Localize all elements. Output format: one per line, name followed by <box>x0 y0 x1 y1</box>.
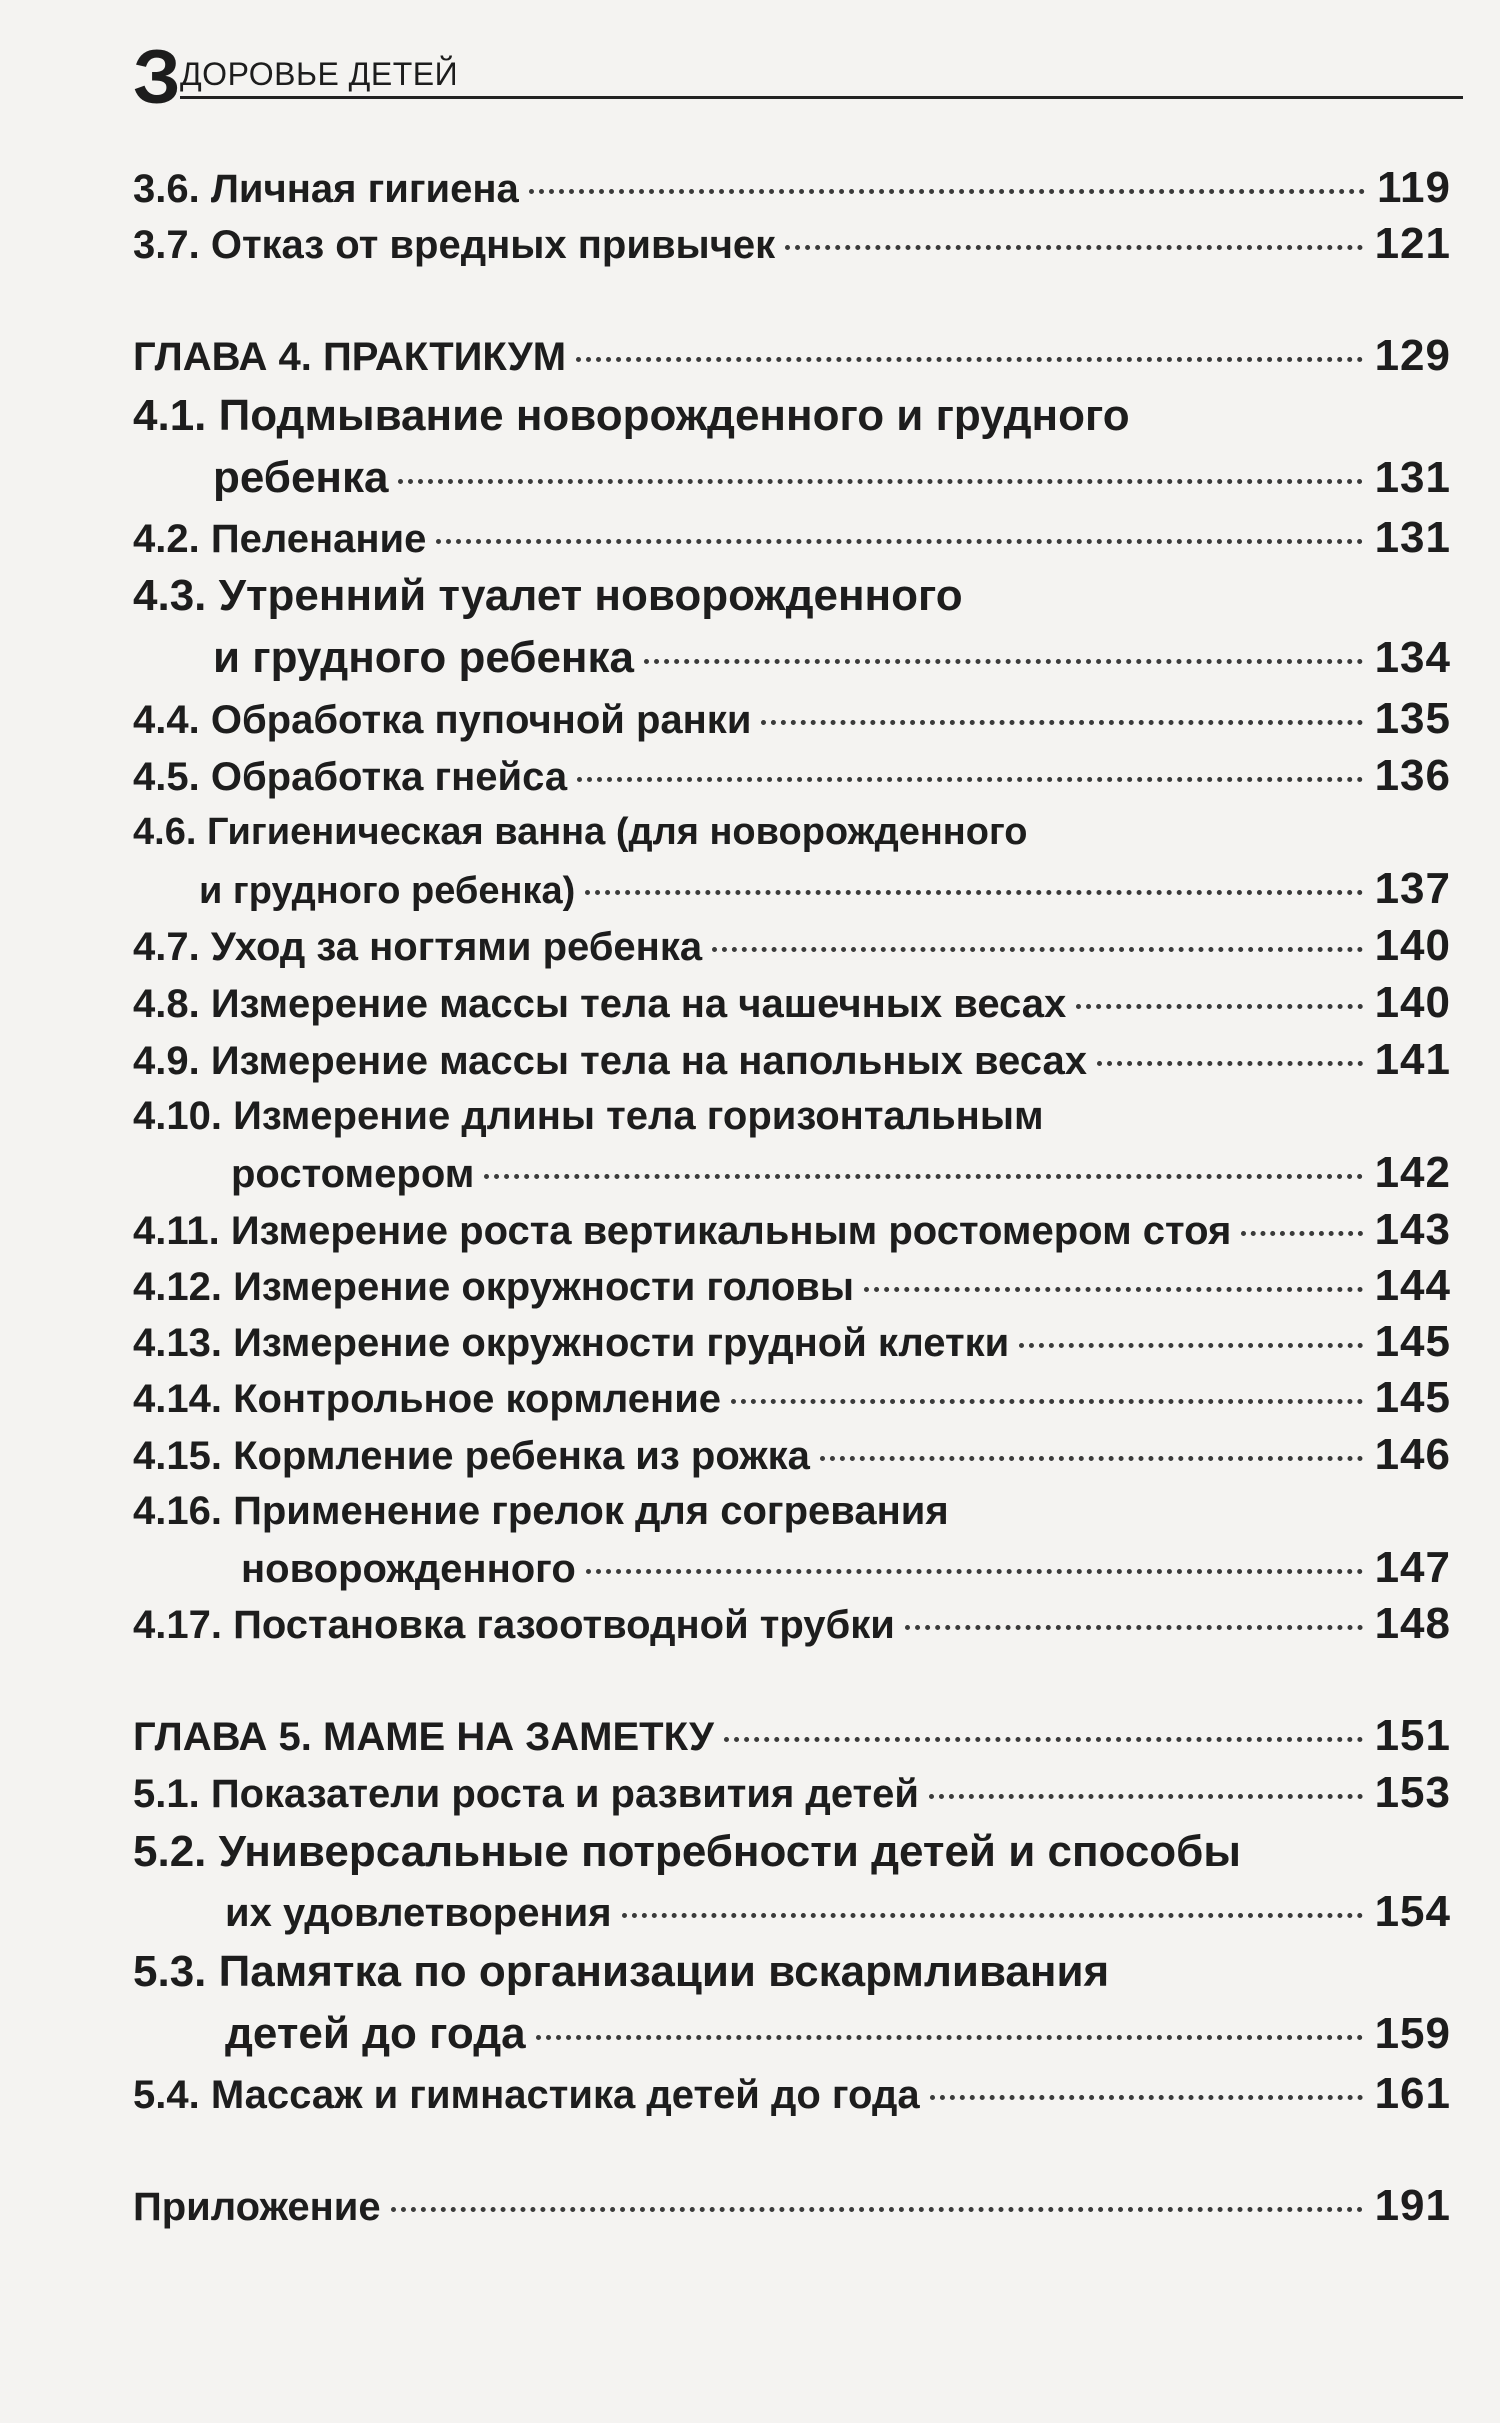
toc-entry-title-cont: детей до года <box>225 2009 526 2058</box>
toc-entry-title-cont: их удовлетворения <box>225 1891 612 1935</box>
toc-entry-title: 4.14. Контрольное кормление <box>133 1377 722 1421</box>
dot-leader <box>644 659 1363 664</box>
toc-entry <box>133 162 1451 215</box>
chapter-heading <box>133 330 1451 383</box>
toc-entry-title: 4.13. Измерение окружности грудной клетки <box>133 1321 1010 1365</box>
dot-leader <box>585 890 1362 895</box>
toc-entry-title-cont: и грудного ребенка) <box>199 870 576 912</box>
toc-entry-line1 <box>133 1944 1451 2000</box>
dot-leader <box>820 1456 1363 1461</box>
toc-entry <box>133 218 1451 271</box>
toc-entry-title: 4.11. Измерение роста вертикальным ростомером стоя <box>133 1209 1232 1253</box>
toc-entry-page: 137 <box>1374 864 1451 913</box>
toc-entry-page: 141 <box>1374 1035 1451 1084</box>
toc-entry <box>199 864 1451 916</box>
toc-entry-title: 4.17. Постановка газоотводной трубки <box>133 1603 895 1647</box>
toc-entry-title: ГЛАВА 5. МАМЕ НА ЗАМЕТКУ <box>133 1715 714 1759</box>
toc-entry-title: 4.12. Измерение окружности головы <box>133 1265 855 1309</box>
toc-entry <box>133 512 1451 565</box>
toc-entry-page: 145 <box>1374 1317 1451 1366</box>
toc-entry-page: 129 <box>1374 331 1451 380</box>
toc-entry-page: 143 <box>1374 1205 1451 1254</box>
toc-entry-title: 5.4. Массаж и гимнастика детей до года <box>133 2073 920 2117</box>
toc-entry-page: 135 <box>1374 694 1451 743</box>
dot-leader <box>391 2207 1363 2212</box>
header-initial: З <box>133 35 181 120</box>
dot-leader <box>436 539 1362 544</box>
toc-entry <box>133 750 1451 803</box>
toc-entry-page: 154 <box>1374 1887 1451 1936</box>
toc-entry-line1 <box>133 807 1451 857</box>
dot-leader <box>712 947 1362 952</box>
toc-entry <box>213 450 1451 506</box>
toc-entry-page: 161 <box>1374 2069 1451 2118</box>
toc-entry-title: 4.7. Уход за ногтями ребенка <box>133 925 703 969</box>
toc-entry-page: 153 <box>1374 1768 1451 1817</box>
dot-leader <box>622 1913 1363 1918</box>
header-rule <box>180 96 1463 99</box>
dot-leader <box>930 2095 1363 2100</box>
dot-leader <box>929 1794 1363 1799</box>
toc-entry <box>133 920 1451 973</box>
toc-entry <box>225 2006 1451 2062</box>
dot-leader <box>529 189 1365 194</box>
toc-entry-page: 119 <box>1377 163 1451 212</box>
toc-entry-title: 4.4. Обработка пупочной ранки <box>133 698 752 742</box>
toc-entry-title: Приложение <box>133 2185 381 2229</box>
running-header <box>133 35 1463 120</box>
dot-leader <box>586 1569 1363 1574</box>
toc-entry <box>133 1034 1451 1087</box>
dot-leader <box>576 357 1363 362</box>
toc-entry-title: 4.10. Измерение длины тела горизонтальным <box>133 1094 1044 1138</box>
dot-leader <box>785 245 1362 250</box>
toc-entry-page: 146 <box>1374 1430 1451 1479</box>
toc-entry-title: 5.3. Памятка по организации вскармливания <box>133 1947 1110 1996</box>
toc-entry-title: 4.3. Утренний туалет новорожденного <box>133 571 963 620</box>
toc-entry-title: 3.7. Отказ от вредных привычек <box>133 223 776 267</box>
dot-leader <box>398 479 1362 484</box>
toc-entry-title: 3.6. Личная гигиена <box>133 167 519 211</box>
toc-entry-page: 131 <box>1374 513 1451 562</box>
toc-entry-line1 <box>133 1090 1451 1142</box>
toc-entry-line1 <box>133 1824 1451 1880</box>
toc-entry-title: 4.16. Применение грелок для согревания <box>133 1489 949 1533</box>
chapter-heading <box>133 1710 1451 1763</box>
toc-entry-title: 4.2. Пеленание <box>133 517 427 561</box>
toc-entry-page: 134 <box>1374 633 1451 682</box>
toc-entry-page: 145 <box>1374 1373 1451 1422</box>
toc-entry-title: 4.9. Измерение массы тела на напольных весах <box>133 1039 1087 1083</box>
toc-entry-title: 4.1. Подмывание новорожденного и грудного <box>133 391 1130 440</box>
toc-entry <box>133 693 1451 746</box>
toc-entry <box>213 630 1451 686</box>
dot-leader <box>1076 1004 1362 1009</box>
toc-entry <box>133 1316 1451 1369</box>
dot-leader <box>577 777 1362 782</box>
toc-entry-page: 136 <box>1374 751 1451 800</box>
toc-entry-page: 191 <box>1374 2181 1451 2230</box>
toc-entry-title: 4.5. Обработка гнейса <box>133 755 568 799</box>
toc-entry-page: 147 <box>1374 1543 1451 1592</box>
toc-entry <box>241 1542 1451 1595</box>
toc-entry <box>133 1204 1451 1257</box>
dot-leader <box>724 1737 1363 1742</box>
toc-entry <box>133 1372 1451 1425</box>
dot-leader <box>731 1399 1363 1404</box>
toc-entry-title: ГЛАВА 4. ПРАКТИКУМ <box>133 335 567 379</box>
header-title: ДОРОВЬЕ ДЕТЕЙ <box>180 56 459 92</box>
toc-entry-page: 142 <box>1374 1148 1451 1197</box>
toc-entry-title-cont: ростомером <box>231 1152 475 1196</box>
dot-leader <box>484 1174 1362 1179</box>
dot-leader <box>761 720 1362 725</box>
toc-entry <box>133 1767 1451 1820</box>
toc-entry-title-cont: и грудного ребенка <box>213 633 634 682</box>
toc-entry <box>231 1147 1451 1200</box>
toc-entry <box>133 1429 1451 1482</box>
dot-leader <box>1241 1231 1362 1236</box>
toc-entry-page: 140 <box>1374 978 1451 1027</box>
dot-leader <box>905 1625 1363 1630</box>
toc-entry-title: 5.2. Универсальные потребности детей и способы <box>133 1827 1241 1876</box>
toc-entry <box>133 1598 1451 1651</box>
toc-entry-page: 151 <box>1374 1711 1451 1760</box>
toc-entry <box>133 977 1451 1030</box>
toc-entry-line1 <box>133 388 1451 444</box>
toc-entry <box>133 2180 1451 2233</box>
toc-entry <box>133 2068 1451 2121</box>
toc-entry-line1 <box>133 568 1451 624</box>
toc-entry-title: 4.6. Гигиеническая ванна (для новорожденного <box>133 811 1028 853</box>
toc-entry-title: 4.8. Измерение массы тела на чашечных весах <box>133 982 1067 1026</box>
toc-entry <box>133 1260 1451 1313</box>
dot-leader <box>864 1287 1363 1292</box>
toc-entry-line1 <box>133 1485 1451 1537</box>
dot-leader <box>536 2035 1363 2040</box>
dot-leader <box>1097 1061 1363 1066</box>
toc-entry-title: 5.1. Показатели роста и развития детей <box>133 1772 919 1816</box>
toc-entry-title-cont: ребенка <box>213 453 389 502</box>
toc-entry-page: 144 <box>1374 1261 1451 1310</box>
toc-entry-page: 131 <box>1374 453 1451 502</box>
toc-entry-page: 140 <box>1374 921 1451 970</box>
toc-entry-title: 4.15. Кормление ребенка из рожка <box>133 1434 810 1478</box>
toc-entry-title-cont: новорожденного <box>241 1547 576 1591</box>
dot-leader <box>1019 1343 1362 1348</box>
toc-entry-page: 121 <box>1374 219 1451 268</box>
toc-entry-page: 159 <box>1374 2009 1451 2058</box>
toc-entry <box>225 1886 1451 1939</box>
toc-entry-page: 148 <box>1374 1599 1451 1648</box>
